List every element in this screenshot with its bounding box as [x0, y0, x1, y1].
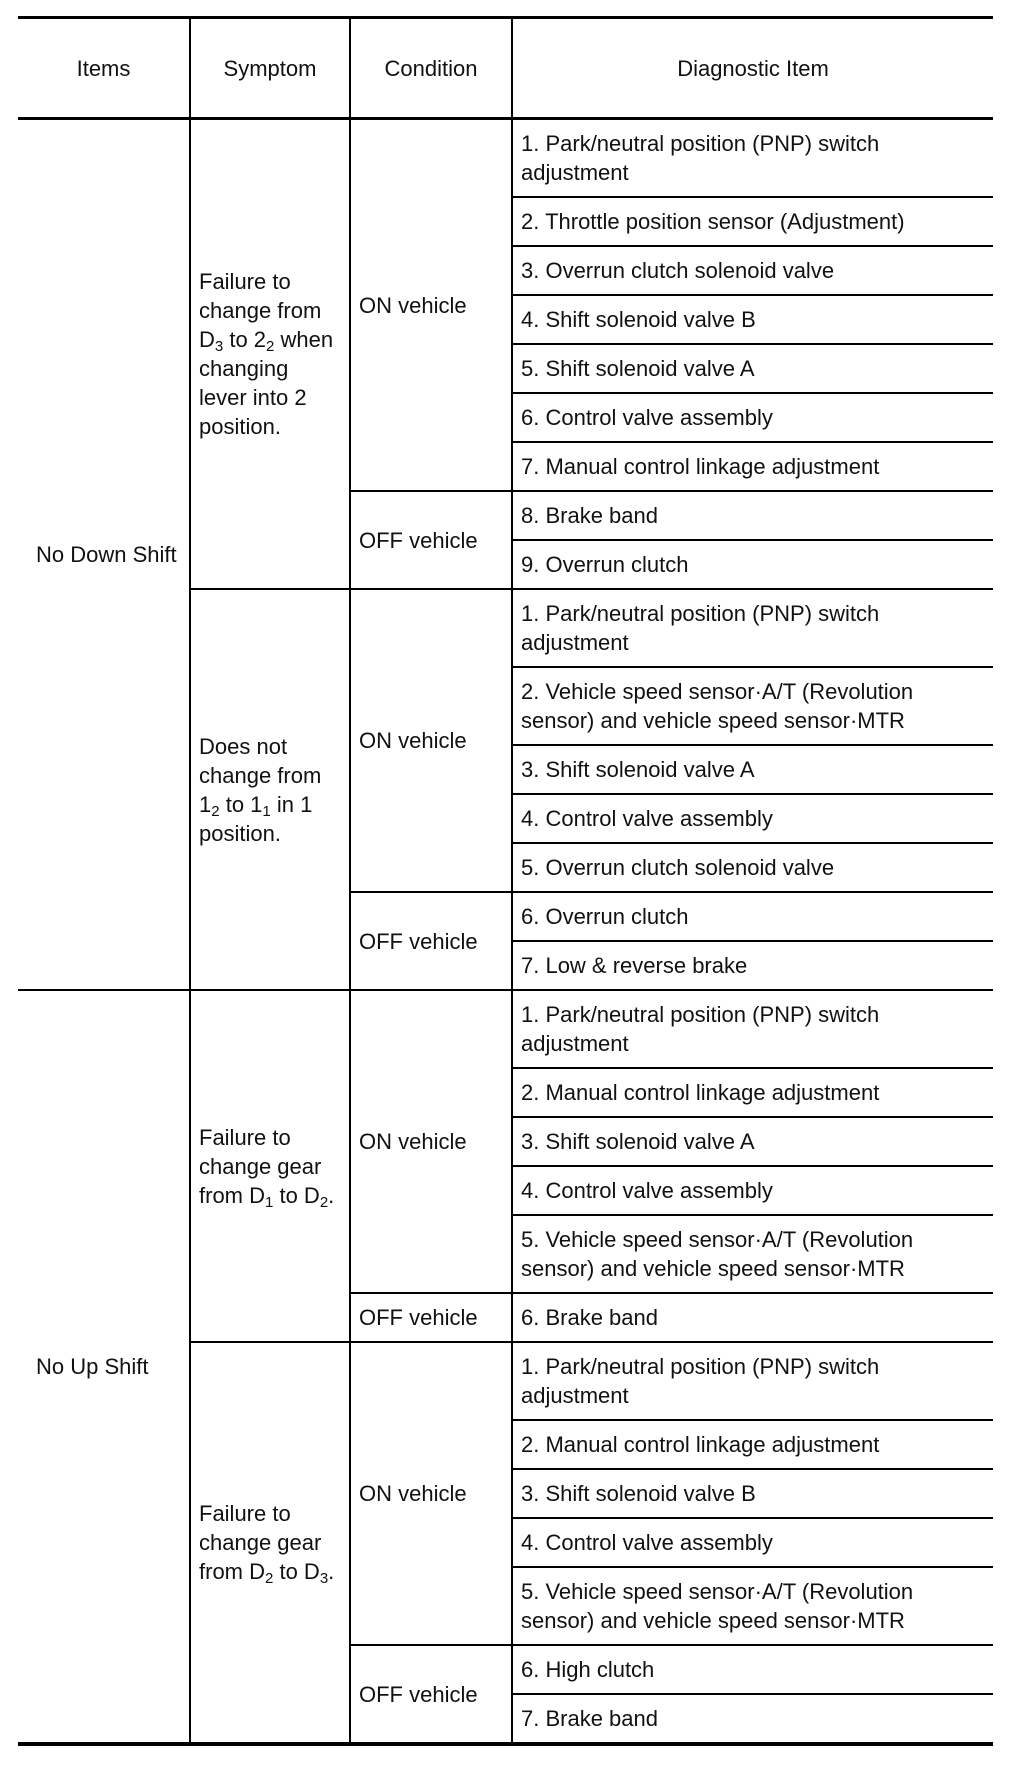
diagnostic-item-cell: 9. Overrun clutch [512, 540, 993, 589]
symptom-cell [190, 1342, 350, 1742]
diagnostic-item-cell: 6. Brake band [512, 1293, 993, 1342]
symptom-subscript: 3 [319, 1570, 329, 1587]
diagnostic-item-cell: 5. Overrun clutch solenoid valve [512, 843, 993, 892]
diagnostic-item-cell: 6. Overrun clutch [512, 892, 993, 941]
symptom-cell [190, 589, 350, 990]
diagnostic-item-cell: 2. Manual control linkage adjustment [512, 1420, 993, 1469]
symptom-text [199, 1123, 341, 1210]
symptom-subscript: 1 [265, 1193, 274, 1211]
symptom-text-part: . [328, 1182, 335, 1208]
diagnostic-item-cell: 3. Shift solenoid valve A [512, 745, 993, 794]
symptom-text-part: to 1 [219, 791, 263, 817]
condition-cell: ON vehicle [350, 990, 512, 1293]
symptom-text-part: to D [273, 1559, 320, 1584]
diagnostic-item-cell: 6. Control valve assembly [512, 393, 993, 442]
symptom-subscript: 2 [211, 802, 220, 820]
diagnostic-item-cell: 3. Shift solenoid valve A [512, 1117, 993, 1166]
symptom-text [199, 1499, 341, 1586]
diagnostic-table [18, 16, 993, 1742]
diagnostic-table-container [18, 16, 993, 1742]
condition-cell: OFF vehicle [350, 892, 512, 990]
symptom-subscript: 2 [265, 1570, 274, 1587]
table-row [18, 119, 993, 198]
diagnostic-item-cell: 1. Park/neutral position (PNP) switch adjustment [512, 589, 993, 667]
diagnostic-item-cell: 5. Vehicle speed sensor·A/T (Revolution sensor) and vehicle speed sensor·MTR [512, 1567, 993, 1645]
condition-cell: ON vehicle [350, 1342, 512, 1645]
diagnostic-item-cell: 1. Park/neutral position (PNP) switch adjustment [512, 1342, 993, 1420]
symptom-text [199, 267, 341, 441]
diagnostic-item-cell: 3. Shift solenoid valve B [512, 1469, 993, 1518]
header-items: Items [18, 18, 190, 119]
diagnostic-item-cell: 5. Vehicle speed sensor·A/T (Revolution sensor) and vehicle speed sensor·MTR [512, 1215, 993, 1293]
symptom-text-part: in 1 position. [199, 791, 313, 846]
symptom-text-part: . [328, 1559, 335, 1584]
symptom-text-part: Failure to change gear from D [199, 1124, 322, 1208]
symptom-text-part: Failure to change from D [199, 269, 322, 352]
symptom-text-part: Does not change from 1 [199, 733, 322, 817]
symptom-subscript: 3 [214, 338, 224, 355]
symptom-cell [190, 119, 350, 590]
symptom-text-part: when changing lever into 2 position. [199, 327, 334, 439]
diagnostic-item-cell: 2. Vehicle speed sensor·A/T (Revolution sensor) and vehicle speed sensor·MTR [512, 667, 993, 745]
header-condition: Condition [350, 18, 512, 119]
bottom-rule [18, 1742, 993, 1746]
symptom-cell [190, 990, 350, 1342]
diagnostic-item-cell: 2. Throttle position sensor (Adjustment) [512, 197, 993, 246]
diagnostic-item-cell: 1. Park/neutral position (PNP) switch adjustment [512, 119, 993, 198]
header-symptom: Symptom [190, 18, 350, 119]
symptom-text-part: Failure to change gear from D [199, 1501, 322, 1584]
symptom-subscript: 2 [319, 1193, 329, 1211]
symptom-subscript: 1 [262, 802, 271, 820]
items-cell: No Down Shift [18, 119, 190, 991]
diagnostic-item-cell: 4. Control valve assembly [512, 794, 993, 843]
diagnostic-item-cell: 7. Manual control linkage adjustment [512, 442, 993, 491]
symptom-text-part: to D [273, 1182, 320, 1208]
diagnostic-item-cell: 4. Control valve assembly [512, 1518, 993, 1567]
symptom-subscript: 2 [266, 338, 275, 355]
diagnostic-item-cell: 3. Overrun clutch solenoid valve [512, 246, 993, 295]
diagnostic-item-cell: 1. Park/neutral position (PNP) switch adjustment [512, 990, 993, 1068]
condition-cell: OFF vehicle [350, 491, 512, 589]
diagnostic-item-cell: 4. Shift solenoid valve B [512, 295, 993, 344]
header-diagnostic-item: Diagnostic Item [512, 18, 993, 119]
table-row [18, 990, 993, 1068]
symptom-text [199, 732, 341, 848]
header-row [18, 18, 993, 119]
diagnostic-item-cell: 4. Control valve assembly [512, 1166, 993, 1215]
diagnostic-item-cell: 8. Brake band [512, 491, 993, 540]
diagnostic-item-cell: 2. Manual control linkage adjustment [512, 1068, 993, 1117]
diagnostic-item-cell: 6. High clutch [512, 1645, 993, 1694]
diagnostic-item-cell: 5. Shift solenoid valve A [512, 344, 993, 393]
items-cell: No Up Shift [36, 1354, 149, 1379]
table-body [18, 119, 993, 1743]
condition-cell: ON vehicle [350, 119, 512, 492]
diagnostic-item-cell: 7. Brake band [512, 1694, 993, 1742]
condition-cell: OFF vehicle [350, 1293, 512, 1342]
diagnostic-item-cell: 7. Low & reverse brake [512, 941, 993, 990]
condition-cell: ON vehicle [350, 589, 512, 892]
condition-cell: OFF vehicle [350, 1645, 512, 1742]
symptom-text-part: to 2 [223, 327, 267, 352]
